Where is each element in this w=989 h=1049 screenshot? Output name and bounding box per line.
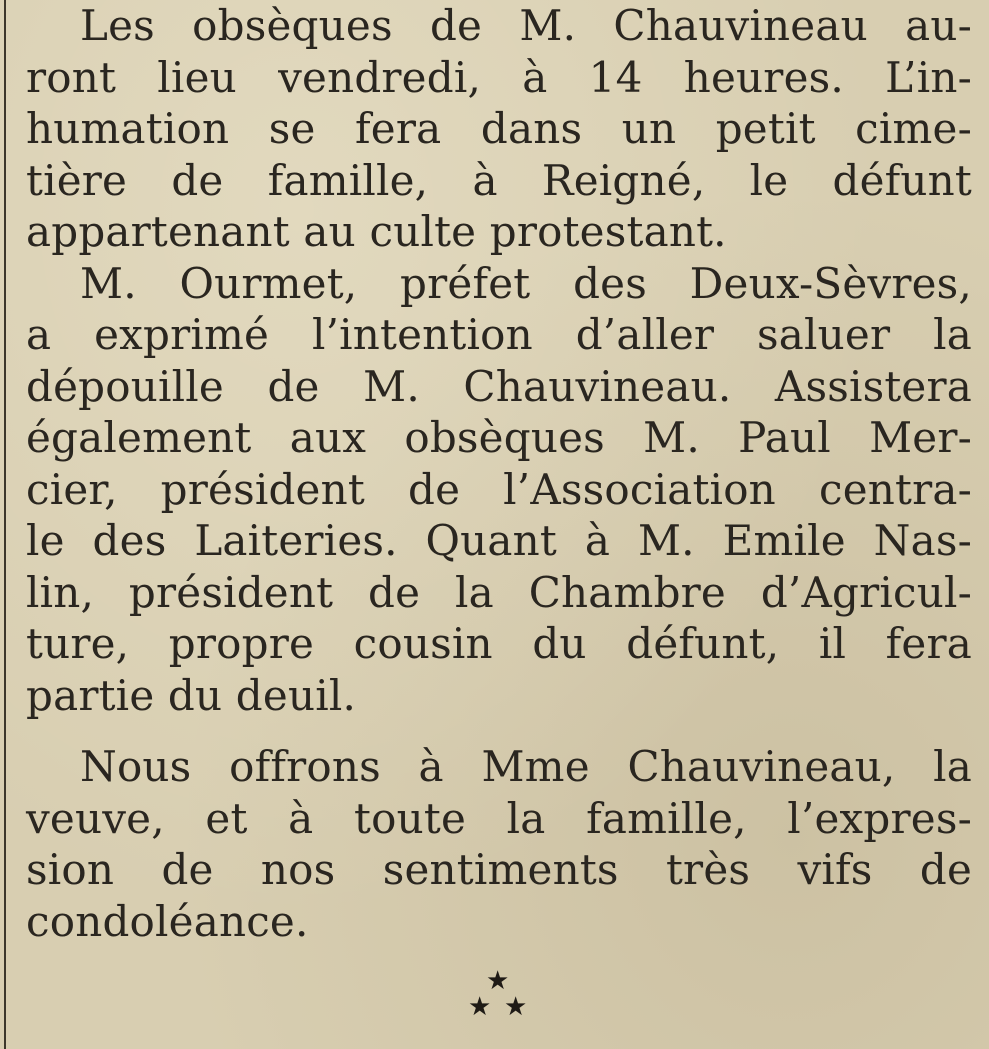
text-line: cier, président de l’Association centra- [26, 464, 972, 514]
star-icon: ★ [486, 966, 510, 996]
text-line: le des Laiteries. Quant à M. Emile Nas- [26, 516, 972, 565]
text-line: Les obsèques de M. Chauvineau au- [80, 1, 972, 50]
star-icon: ★ [468, 992, 492, 1022]
article-column [26, 0, 972, 947]
text-line: sion de nos sentiments très vifs de [26, 845, 972, 894]
text-line: partie du deuil. [26, 670, 357, 720]
text-line: condoléance. [26, 896, 309, 946]
text-line: Nous offrons à Mme Chauvineau, la [80, 742, 972, 791]
paragraph-condolences [26, 741, 972, 947]
text-line: humation se fera dans un petit cime- [26, 104, 972, 153]
paragraph-attendees [26, 258, 972, 722]
paragraph-funeral [26, 0, 972, 258]
text-line: ront lieu vendredi, à 14 heures. L’in- [26, 52, 972, 102]
text-line: lin, président de la Chambre d’Agricul- [26, 567, 972, 617]
text-line: également aux obsèques M. Paul Mer- [26, 413, 972, 462]
star-icon: ★ [504, 992, 528, 1022]
text-line: a exprimé l’intention d’aller saluer la [26, 310, 972, 359]
text-line: ture, propre cousin du défunt, il fera [26, 619, 972, 668]
asterism-separator [464, 968, 534, 1028]
text-line: dépouille de M. Chauvineau. Assistera [26, 361, 972, 411]
column-rule [4, 0, 6, 1049]
text-line: M. Ourmet, préfet des Deux-Sèvres, [80, 258, 972, 308]
paragraph-gap [26, 721, 972, 741]
text-line: veuve, et à toute la famille, l’expres- [26, 793, 972, 843]
text-line: appartenant au culte protestant. [26, 207, 727, 256]
text-line: tière de famille, à Reigné, le défunt [26, 155, 972, 205]
